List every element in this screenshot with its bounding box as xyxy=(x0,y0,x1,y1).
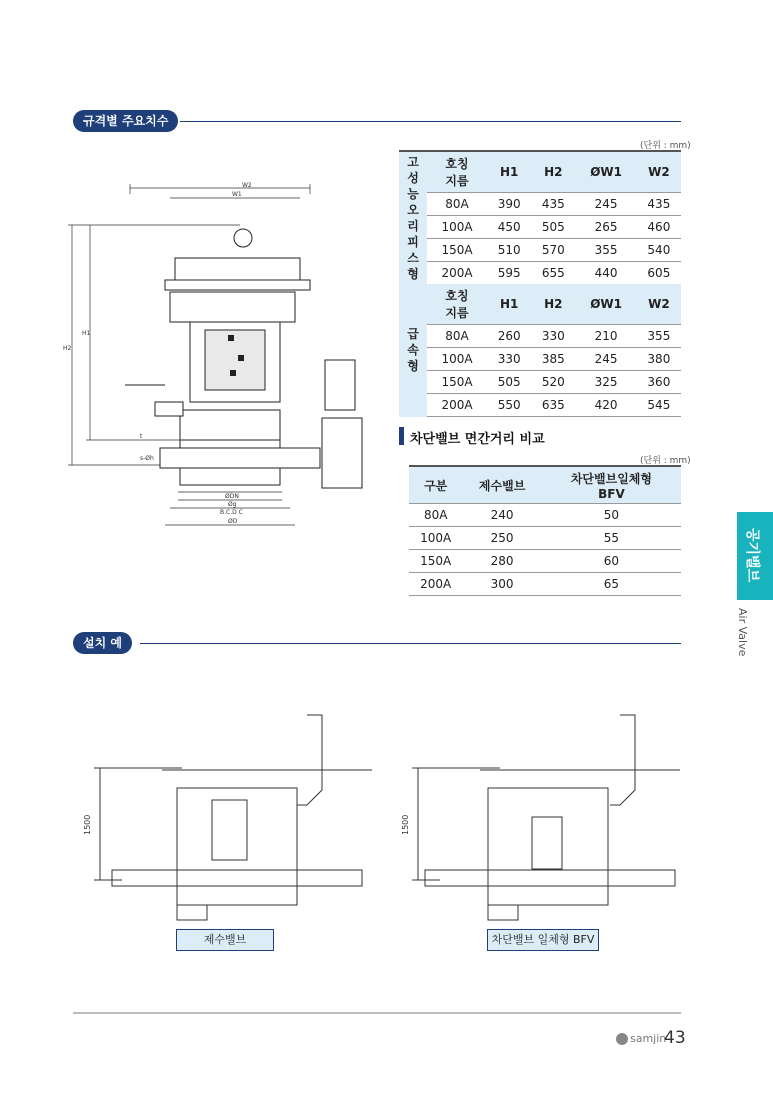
table-cell: 100A xyxy=(409,527,462,550)
caption-gate-valve: 제수밸브 xyxy=(176,929,274,951)
footer-logo xyxy=(616,1032,666,1045)
table-cell: 390 xyxy=(487,193,531,216)
install-dim-left: 1500 xyxy=(83,814,92,835)
table3-header-2: 차단밸브일체형 BFV xyxy=(542,466,681,504)
unit-label: (단위 : mm) xyxy=(640,141,691,151)
table-cell: 100A xyxy=(427,348,487,371)
w2-label: W2 xyxy=(242,182,252,189)
table-cell: 240 xyxy=(462,504,542,527)
table2-header-1: H1 xyxy=(487,284,531,325)
table1-header-2: H2 xyxy=(531,151,575,193)
table-cell: 420 xyxy=(575,394,636,417)
table1-header-4: W2 xyxy=(637,151,681,193)
table-cell: 655 xyxy=(531,262,575,285)
table-cell: 200A xyxy=(409,573,462,596)
brand-name: samjin xyxy=(630,1032,667,1045)
table-cell: 260 xyxy=(487,325,531,348)
table-cell: 80A xyxy=(427,193,487,216)
table-row xyxy=(409,527,681,550)
table-row xyxy=(399,193,681,216)
table-row xyxy=(399,262,681,285)
table2-header-2: H2 xyxy=(531,284,575,325)
table2-header-4: W2 xyxy=(637,284,681,325)
table1-header-1: H1 xyxy=(487,151,531,193)
g-label: Øg xyxy=(228,501,237,508)
table-cell: 510 xyxy=(487,239,531,262)
table-cell: 435 xyxy=(531,193,575,216)
h2-label: H2 xyxy=(63,345,72,352)
table-cell: 380 xyxy=(637,348,681,371)
table-cell: 300 xyxy=(462,573,542,596)
table-cell: 355 xyxy=(637,325,681,348)
table-cell: 245 xyxy=(575,193,636,216)
table-cell: 440 xyxy=(575,262,636,285)
table3-header-row xyxy=(409,466,681,504)
table-cell: 65 xyxy=(542,573,681,596)
table-cell: 150A xyxy=(427,371,487,394)
table-cell: 280 xyxy=(462,550,542,573)
table2-side-label: 급 속 형 xyxy=(399,284,427,417)
install-drawing-left xyxy=(82,705,372,925)
table-cell: 450 xyxy=(487,216,531,239)
h1-label: H1 xyxy=(82,330,91,337)
table-cell: 520 xyxy=(531,371,575,394)
table-row xyxy=(399,394,681,417)
footer-divider xyxy=(73,1012,681,1014)
page-number: 43 xyxy=(664,1028,686,1048)
table2-header-0: 호칭 지름 xyxy=(427,284,487,325)
table-row xyxy=(409,504,681,527)
d-label: ØD xyxy=(228,518,238,525)
table-cell: 210 xyxy=(575,325,636,348)
table-cell: 200A xyxy=(427,394,487,417)
valve-drawing xyxy=(60,180,380,530)
dn-label: ØDN xyxy=(225,493,239,500)
table-cell: 540 xyxy=(637,239,681,262)
table2-header-row xyxy=(399,284,681,325)
table3-header-0: 구분 xyxy=(409,466,462,504)
table-cell: 150A xyxy=(409,550,462,573)
section-title-install: 설치 예 xyxy=(73,632,132,654)
table-row xyxy=(399,239,681,262)
logo-icon xyxy=(616,1033,628,1045)
table-cell: 435 xyxy=(637,193,681,216)
table-cell: 50 xyxy=(542,504,681,527)
section-divider xyxy=(180,121,681,122)
table-cell: 545 xyxy=(637,394,681,417)
table-row xyxy=(409,573,681,596)
table-row xyxy=(399,325,681,348)
table-cell: 245 xyxy=(575,348,636,371)
install-dim-right: 1500 xyxy=(401,814,410,835)
table2-header-3: ØW1 xyxy=(575,284,636,325)
table-cell: 360 xyxy=(637,371,681,394)
section-title-dimensions: 규격별 주요치수 xyxy=(73,110,178,132)
unit-label-2: (단위 : mm) xyxy=(640,456,691,466)
table1-header-row xyxy=(399,151,681,193)
table-row xyxy=(409,550,681,573)
table-cell: 595 xyxy=(487,262,531,285)
valve-distance-table xyxy=(409,465,681,596)
table-cell: 355 xyxy=(575,239,636,262)
category-tab[interactable] xyxy=(737,512,773,600)
table-cell: 605 xyxy=(637,262,681,285)
subsection-marker xyxy=(399,427,404,445)
quick-type-table xyxy=(399,284,681,417)
table-row xyxy=(399,216,681,239)
table1-side-label: 고 성 능 오 리 피 스 형 xyxy=(399,151,427,285)
category-english: Air Valve xyxy=(736,608,749,657)
table-cell: 200A xyxy=(427,262,487,285)
w1-label: W1 xyxy=(232,191,242,198)
table-cell: 100A xyxy=(427,216,487,239)
table-cell: 250 xyxy=(462,527,542,550)
table-cell: 330 xyxy=(531,325,575,348)
table-cell: 60 xyxy=(542,550,681,573)
table-cell: 505 xyxy=(531,216,575,239)
table-row xyxy=(399,348,681,371)
caption-bfv: 차단밸브 일체형 BFV xyxy=(487,929,599,951)
table-cell: 150A xyxy=(427,239,487,262)
table-cell: 55 xyxy=(542,527,681,550)
bcd-label: B.C.D C xyxy=(220,509,243,516)
sd-label: s-Øh xyxy=(140,455,154,462)
t-label: t xyxy=(140,433,143,440)
table-row xyxy=(399,371,681,394)
table-cell: 325 xyxy=(575,371,636,394)
table1-header-0: 호칭 지름 xyxy=(427,151,487,193)
table-cell: 265 xyxy=(575,216,636,239)
table-cell: 635 xyxy=(531,394,575,417)
table1-header-3: ØW1 xyxy=(575,151,636,193)
subsection-title: 차단밸브 면간거리 비교 xyxy=(410,432,545,447)
table-cell: 330 xyxy=(487,348,531,371)
table-cell: 460 xyxy=(637,216,681,239)
install-drawing-right xyxy=(400,705,690,925)
high-performance-orifice-table xyxy=(399,150,681,285)
table3-header-1: 제수밸브 xyxy=(462,466,542,504)
table-cell: 80A xyxy=(409,504,462,527)
category-tab-label: 공기밸브 xyxy=(744,528,760,583)
table-cell: 385 xyxy=(531,348,575,371)
table-cell: 550 xyxy=(487,394,531,417)
table-cell: 570 xyxy=(531,239,575,262)
table-cell: 505 xyxy=(487,371,531,394)
table-cell: 80A xyxy=(427,325,487,348)
section-divider-2 xyxy=(140,643,681,644)
